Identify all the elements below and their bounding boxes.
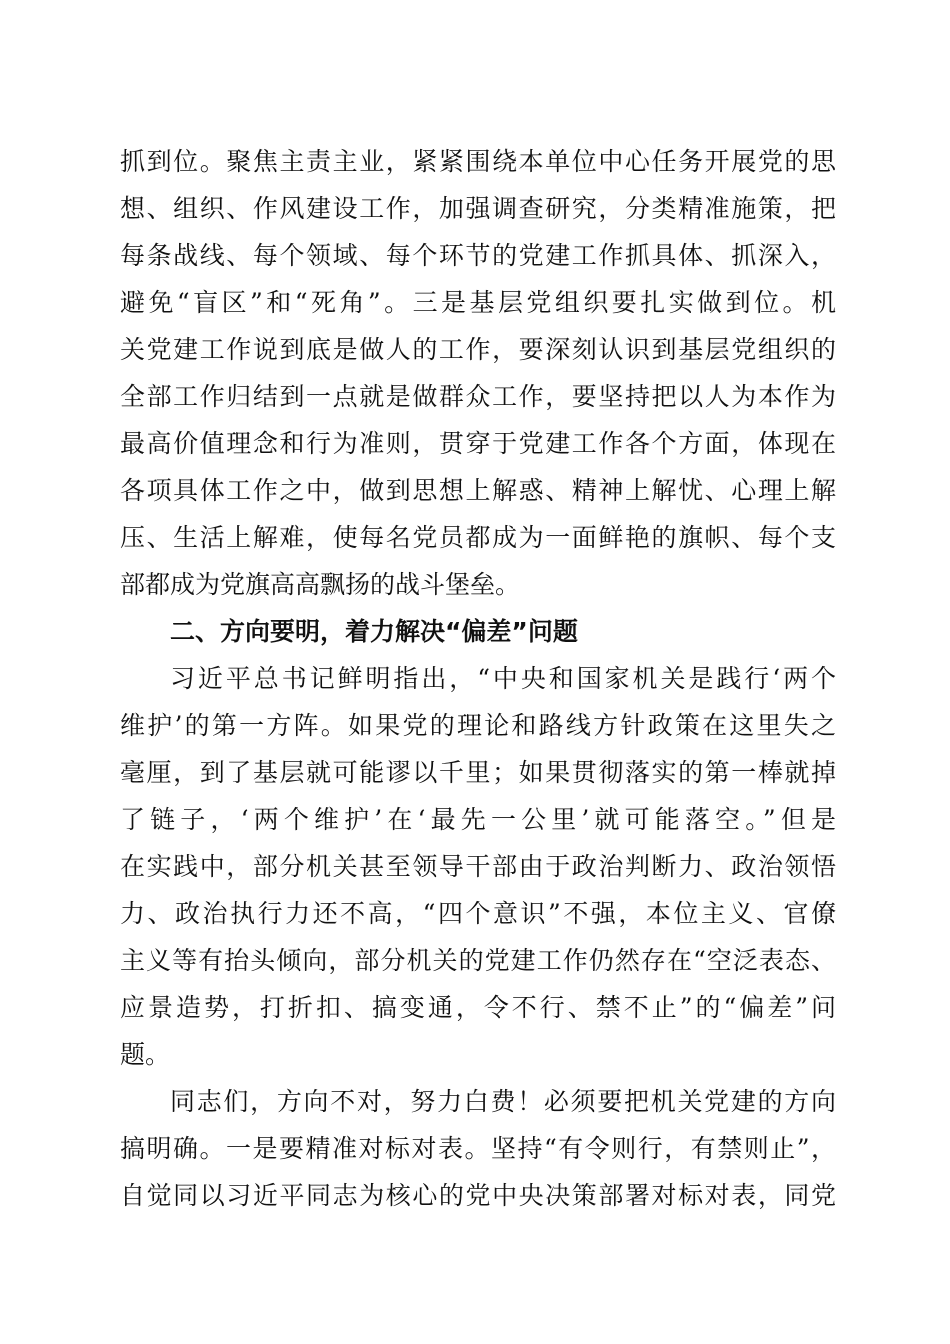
paragraph-line: 题。 — [120, 1040, 171, 1069]
section-heading: 二、方向要明，着力解决“偏差”问题 — [170, 617, 578, 646]
paragraph-line: 避免“盲区”和“死角”。三是基层党组织要扎实做到位。机 — [120, 288, 836, 317]
paragraph-line: 最高价值理念和行为准则，贯穿于党建工作各个方面，体现在 — [120, 429, 836, 458]
paragraph-line: 压、生活上解难，使每名党员都成为一面鲜艳的旗帜、每个支 — [120, 523, 836, 552]
paragraph-line: 自觉同以习近平同志为核心的党中央决策部署对标对表，同党 — [120, 1181, 836, 1210]
paragraph-line: 关党建工作说到底是做人的工作，要深刻认识到基层党组织的 — [120, 335, 836, 364]
paragraph-line: 同志们，方向不对，努力白费！必须要把机关党建的方向 — [170, 1087, 836, 1116]
paragraph-line: 全部工作归结到一点就是做群众工作，要坚持把以人为本作为 — [120, 382, 836, 411]
paragraph-line: 抓到位。聚焦主责主业，紧紧围绕本单位中心任务开展党的思 — [120, 147, 836, 176]
paragraph-line: 各项具体工作之中，做到思想上解惑、精神上解忧、心理上解 — [120, 476, 836, 505]
paragraph-line: 在实践中，部分机关甚至领导干部由于政治判断力、政治领悟 — [120, 852, 836, 881]
paragraph-line: 应景造势，打折扣、搞变通，令不行、禁不止”的“偏差”问 — [120, 993, 836, 1022]
paragraph-line: 习近平总书记鲜明指出，“中央和国家机关是践行‘两个 — [170, 664, 836, 693]
paragraph-line: 部都成为党旗高高飘扬的战斗堡垒。 — [120, 570, 521, 599]
paragraph-line: 维护’的第一方阵。如果党的理论和路线方针政策在这里失之 — [120, 711, 836, 740]
paragraph-line: 了链子，‘两个维护’在‘最先一公里’就可能落空。”但是 — [120, 805, 836, 834]
paragraph-line: 力、政治执行力还不高，“四个意识”不强，本位主义、官僚 — [120, 899, 836, 928]
paragraph-line: 主义等有抬头倾向，部分机关的党建工作仍然存在“空泛表态、 — [120, 946, 836, 975]
paragraph-line: 毫厘，到了基层就可能谬以千里；如果贯彻落实的第一棒就掉 — [120, 758, 836, 787]
paragraph-line: 搞明确。一是要精准对标对表。坚持“有令则行，有禁则止”， — [120, 1134, 836, 1163]
paragraph-line: 想、组织、作风建设工作，加强调查研究，分类精准施策，把 — [120, 194, 836, 223]
paragraph-line: 每条战线、每个领域、每个环节的党建工作抓具体、抓深入， — [120, 241, 836, 270]
